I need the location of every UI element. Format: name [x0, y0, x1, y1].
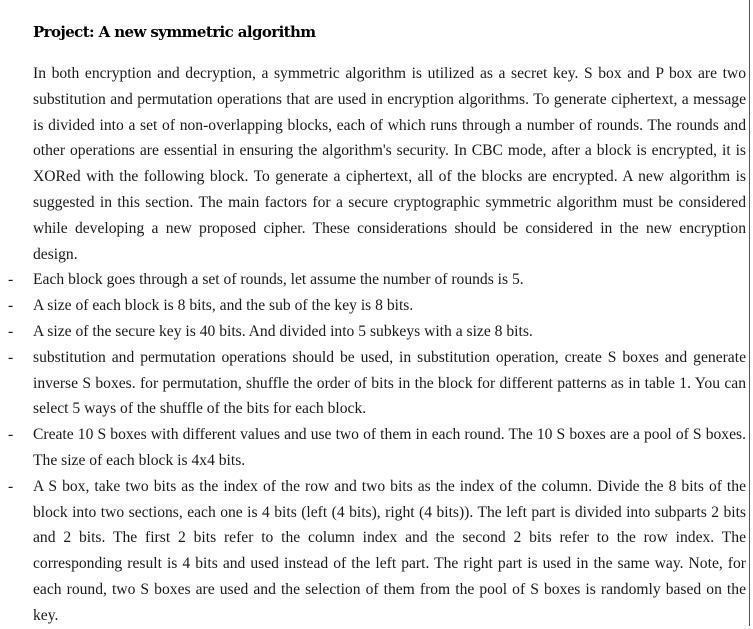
list-item	[8, 474, 746, 629]
list-item	[8, 293, 746, 319]
list-item	[8, 422, 746, 474]
bullet-marker: -	[8, 322, 14, 340]
list-item	[8, 345, 746, 422]
list-item-text: A size of the secure key is 40 bits. And divided into 5 subkeys with a size 8 bits.	[33, 322, 533, 340]
list-item-text: A size of each block is 8 bits, and the sub of the key is 8 bits.	[33, 297, 414, 315]
document-title: Project: A new symmetric algorithm	[33, 23, 316, 41]
document-body	[8, 61, 746, 629]
list-item-text: Each block goes through a set of rounds, let assume the number of rounds is 5.	[33, 271, 524, 289]
bullet-marker: -	[8, 426, 14, 444]
list-item	[8, 319, 746, 345]
list-item-text: substitution and permutation operations should be used, in substitution operation, create S boxes and generate inverse S boxes. for permutation, shuffle the order of bits in the block for different patterns as in table 1. You can select 5 ways of the shuffle of the bits for each block.	[33, 348, 746, 418]
page-edge-divider	[749, 0, 750, 626]
requirements-list	[8, 267, 746, 628]
bullet-marker: -	[8, 297, 14, 315]
list-item	[8, 267, 746, 293]
list-item-text: Create 10 S boxes with different values and use two of them in each round. The 10 S boxes are a pool of S boxes. The size of each block is 4x4 bits.	[33, 426, 746, 469]
bullet-marker: -	[8, 348, 14, 366]
bullet-marker: -	[8, 477, 14, 495]
list-item-text: A S box, take two bits as the index of the row and two bits as the index of the column. Divide the 8 bits of the block into two sections, each one is 4 bits (left (4 bits), right (4 bits)). The left part is divided into subparts 2 bits and 2 bits. The first 2 bits refer to the column index and the second 2 bits refer to the row index. The corresponding result is 4 bits and used instead of the left part. The right part is used in the same way. Note, for each round, two S boxes are used and the selection of them from the pool of S boxes is randomly based on the key.	[33, 477, 746, 624]
intro-paragraph: In both encryption and decryption, a symmetric algorithm is utilized as a secret key. S box and P box are two substitution and permutation operations that are used in encryption algorithms. To generate ciphertext, a message is divided into a set of non-overlapping blocks, each of which runs through a number of rounds. The rounds and other operations are essential in ensuring the algorithm's security. In CBC mode, after a block is encrypted, it is XORed with the following block. To generate a ciphertext, all of the blocks are encrypted. A new algorithm is suggested in this section. The main factors for a secure cryptographic symmetric algorithm must be considered while developing a new proposed cipher. These considerations should be considered in the new encryption design.	[33, 65, 746, 263]
bullet-marker: -	[8, 271, 14, 289]
